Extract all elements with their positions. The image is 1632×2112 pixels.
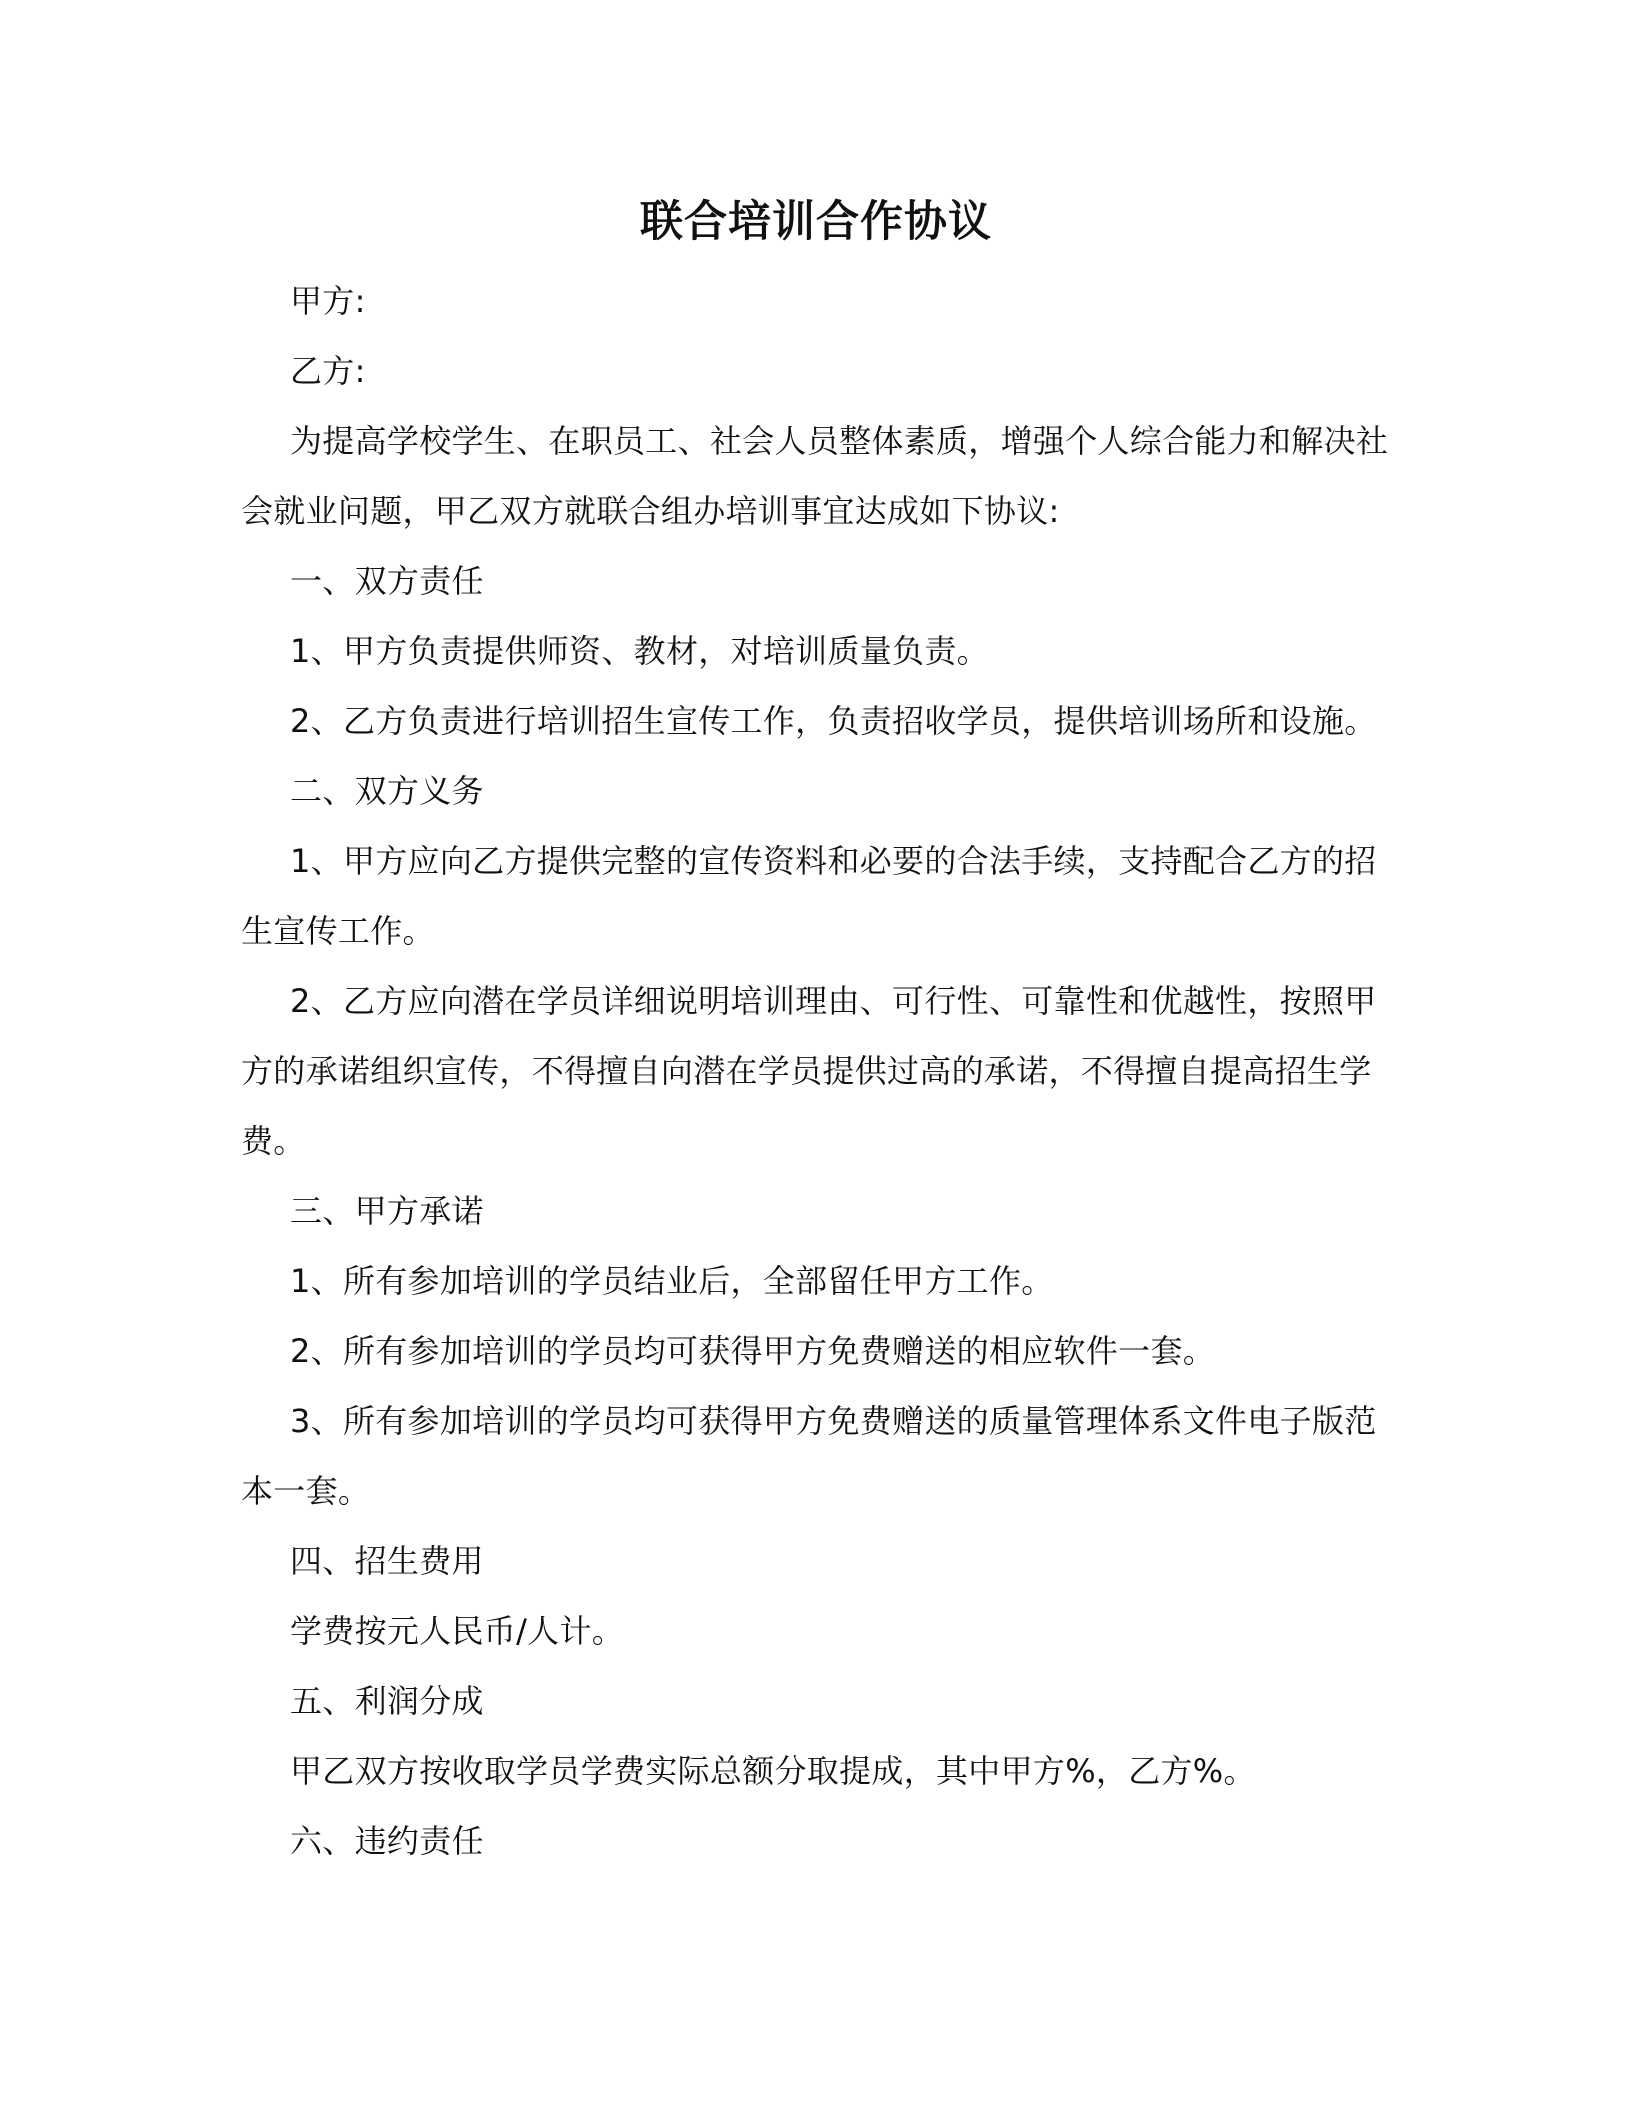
section-2-item-1-line-1: 1、甲方应向乙方提供完整的宣传资料和必要的合法手续，支持配合乙方的招 [290, 842, 1377, 880]
section-3-item-3-line-2: 本一套。 [241, 1472, 371, 1510]
section-2-item-1-line-2: 生宣传工作。 [241, 912, 435, 950]
section-4-heading: 四、招生费用 [290, 1542, 484, 1580]
section-2-item-2-line-1: 2、乙方应向潜在学员详细说明培训理由、可行性、可靠性和优越性，按照甲 [290, 982, 1377, 1020]
section-1-item-1: 1、甲方负责提供师资、教材，对培训质量负责。 [290, 632, 989, 670]
section-1-item-2: 2、乙方负责进行培训招生宣传工作，负责招收学员，提供培训场所和设施。 [290, 702, 1377, 740]
section-3-item-3-line-1: 3、所有参加培训的学员均可获得甲方免费赠送的质量管理体系文件电子版范 [290, 1402, 1377, 1440]
section-6-heading: 六、违约责任 [290, 1822, 484, 1860]
section-2-heading: 二、双方义务 [290, 772, 484, 810]
section-3-heading: 三、甲方承诺 [290, 1192, 484, 1230]
section-4-text: 学费按元人民币/人计。 [290, 1612, 625, 1650]
section-3-item-2: 2、所有参加培训的学员均可获得甲方免费赠送的相应软件一套。 [290, 1332, 1216, 1370]
party-b-label: 乙方: [290, 352, 366, 390]
section-3-item-1: 1、所有参加培训的学员结业后，全部留任甲方工作。 [290, 1262, 1054, 1300]
section-5-heading: 五、利润分成 [290, 1682, 484, 1720]
section-5-text: 甲乙双方按收取学员学费实际总额分取提成，其中甲方%，乙方%。 [290, 1752, 1256, 1790]
section-2-item-2-line-3: 费。 [241, 1122, 306, 1160]
party-a-label: 甲方: [290, 282, 366, 320]
document-title: 联合培训合作协议 [640, 197, 992, 247]
section-1-heading: 一、双方责任 [290, 562, 484, 600]
section-2-item-2-line-2: 方的承诺组织宣传，不得擅自向潜在学员提供过高的承诺，不得擅自提高招生学 [241, 1052, 1372, 1090]
intro-line-2: 会就业问题，甲乙双方就联合组办培训事宜达成如下协议: [241, 492, 1060, 530]
intro-line-1: 为提高学校学生、在职员工、社会人员整体素质，增强个人综合能力和解决社 [290, 422, 1389, 460]
